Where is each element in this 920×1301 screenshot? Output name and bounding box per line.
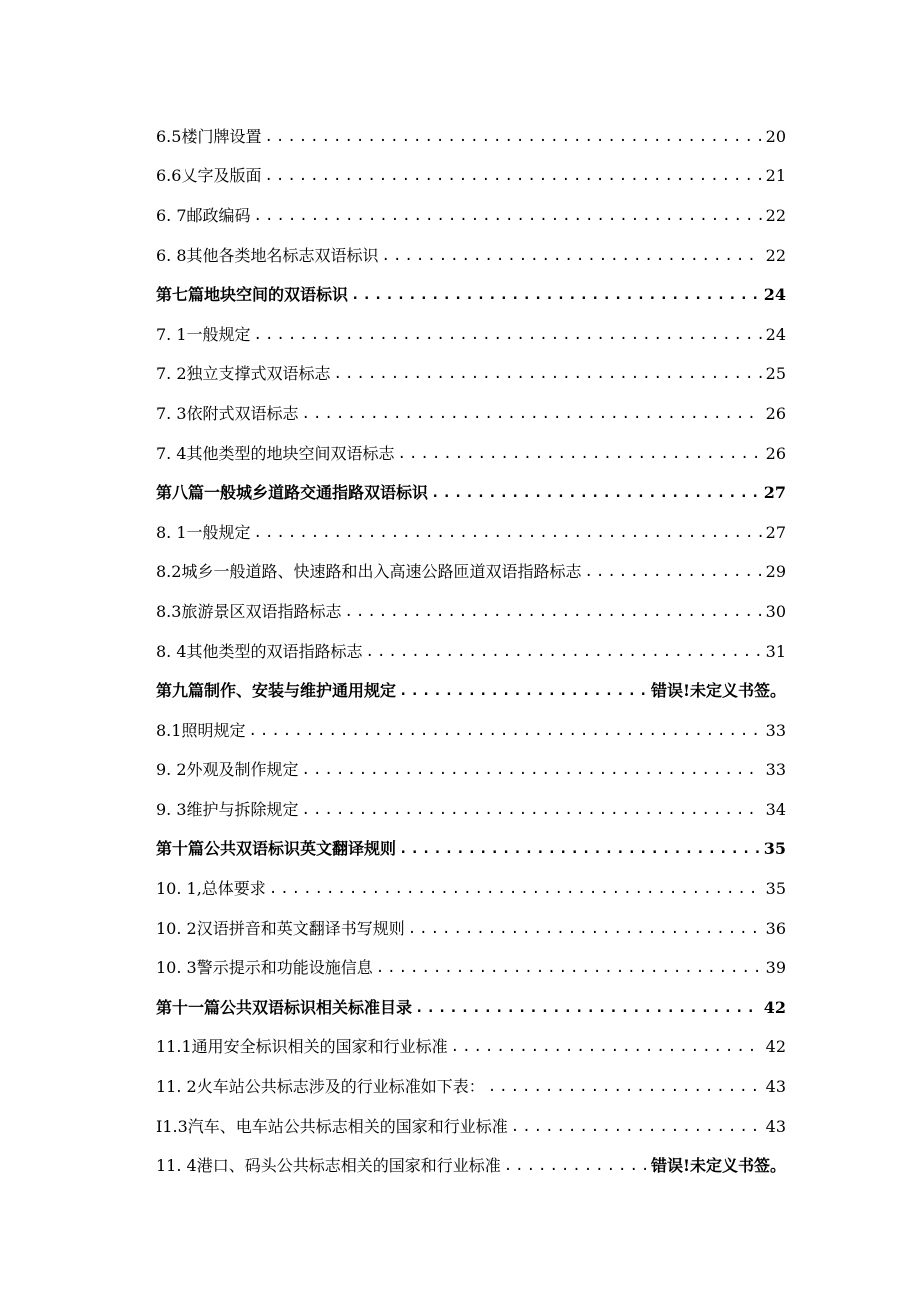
toc-entry-title: 第十篇公共双语标识英文翻译规则 (156, 839, 397, 859)
toc-entry-number: 11. 4 (156, 1156, 197, 1176)
toc-entry-number: 6.5 (156, 126, 182, 146)
toc-section-entry[interactable] (156, 790, 786, 830)
toc-section-entry[interactable] (156, 1107, 786, 1147)
toc-page-number: 25 (765, 364, 786, 384)
dot-leader (504, 1156, 647, 1176)
toc-entry-title: 乂字及版面 (181, 166, 262, 186)
toc-page-number: 24 (765, 324, 786, 344)
toc-section-entry[interactable] (156, 948, 786, 988)
toc-section-entry[interactable] (156, 592, 786, 632)
dot-leader (584, 562, 761, 582)
dot-leader (366, 642, 762, 662)
toc-entry-number: 7. 4 (156, 443, 187, 463)
toc-entry-title: 港口、码头公共标志相关的国家和行业标准 (196, 1156, 501, 1176)
table-of-contents (156, 117, 786, 1186)
toc-page-number: 35 (765, 879, 786, 899)
dot-leader (302, 800, 762, 820)
toc-entry-title: 第十一篇公共双语标识相关标准目录 (156, 997, 413, 1017)
dot-leader (264, 166, 761, 186)
dot-leader (451, 1037, 762, 1057)
toc-entry-title: 一般规定 (186, 324, 251, 344)
toc-section-entry[interactable] (156, 632, 786, 672)
dot-leader (398, 444, 762, 464)
toc-section-entry[interactable] (156, 315, 786, 355)
dot-leader (264, 127, 761, 147)
toc-entry-number: I1.3 (156, 1116, 188, 1136)
toc-entry-title: 总体要求 (201, 879, 266, 899)
toc-entry-title: 通用安全标识相关的国家和行业标准 (191, 1037, 448, 1057)
toc-bookmark-error: 错误!未定义书签。 (650, 681, 786, 701)
toc-section-entry[interactable] (156, 513, 786, 553)
toc-page-number: 24 (763, 285, 786, 305)
toc-entry-title: 警示提示和功能设施信息 (196, 958, 373, 978)
dot-leader (248, 721, 761, 741)
toc-section-entry[interactable] (156, 1028, 786, 1068)
toc-entry-number: 8.2 (156, 562, 182, 582)
toc-entry-number: 6. 7 (156, 205, 187, 225)
toc-page-number: 42 (763, 997, 786, 1017)
toc-part-heading[interactable] (156, 830, 786, 870)
toc-page-number: 39 (765, 958, 786, 978)
dot-leader (382, 246, 762, 266)
toc-page-number: 43 (765, 1116, 786, 1136)
toc-page-number: 31 (765, 641, 786, 661)
toc-entry-number: 11. 2 (156, 1077, 197, 1097)
toc-entry-title: 城乡一般道路、快速路和出入高速公路匝道双语指路标志 (181, 562, 582, 582)
toc-entry-number: 10. 1, (156, 879, 202, 899)
toc-entry-title: 独立支撑式双语标志 (186, 364, 331, 384)
dot-leader (351, 285, 760, 305)
dot-leader (269, 879, 762, 899)
toc-section-entry[interactable] (156, 355, 786, 395)
toc-entry-number: 7. 1 (156, 324, 187, 344)
toc-entry-number: 6. 8 (156, 245, 187, 265)
dot-leader (302, 404, 762, 424)
dot-leader (415, 998, 760, 1018)
toc-page-number: 21 (765, 166, 786, 186)
toc-part-heading[interactable] (156, 671, 786, 711)
toc-page-number: 33 (765, 720, 786, 740)
toc-entry-title: 第八篇一般城乡道路交通指路双语标识 (156, 483, 429, 503)
toc-entry-title: 楼门牌设置 (181, 126, 262, 146)
dot-leader (254, 523, 762, 543)
toc-section-entry[interactable] (156, 434, 786, 474)
toc-entry-title: 照明规定 (181, 720, 246, 740)
toc-entry-number: 8.3 (156, 601, 182, 621)
toc-page-number: 27 (765, 522, 786, 542)
toc-section-entry[interactable] (156, 909, 786, 949)
toc-part-heading[interactable] (156, 988, 786, 1028)
dot-leader (399, 839, 760, 859)
toc-part-heading[interactable] (156, 275, 786, 315)
toc-section-entry[interactable] (156, 1067, 786, 1107)
toc-entry-title: 火车站公共标志涉及的行业标准如下表： (196, 1077, 485, 1097)
dot-leader (254, 206, 762, 226)
toc-entry-number: 8. 1 (156, 522, 187, 542)
toc-entry-title: 邮政编码 (186, 205, 251, 225)
toc-entry-title: 汽车、电车站公共标志相关的国家和行业标准 (187, 1116, 508, 1136)
toc-entry-number: 9. 2 (156, 760, 187, 780)
toc-entry-number: 11.1 (156, 1037, 192, 1057)
toc-entry-number: 7. 3 (156, 403, 187, 423)
dot-leader (344, 602, 761, 622)
toc-entry-number: 8. 4 (156, 641, 187, 661)
toc-section-entry[interactable] (156, 1146, 786, 1186)
toc-entry-number: 6.6 (156, 166, 182, 186)
toc-page-number: 36 (765, 918, 786, 938)
toc-entry-number: 9. 3 (156, 799, 187, 819)
toc-entry-number: 10. 2 (156, 918, 197, 938)
toc-page-number: 20 (765, 126, 786, 146)
toc-entry-title: 旅游景区双语指路标志 (181, 601, 342, 621)
toc-section-entry[interactable] (156, 553, 786, 593)
toc-page-number: 26 (765, 403, 786, 423)
toc-section-entry[interactable] (156, 157, 786, 197)
dot-leader (334, 364, 762, 384)
toc-entry-title: 依附式双语标志 (186, 403, 299, 423)
toc-entry-number: 8.1 (156, 720, 182, 740)
toc-page-number: 27 (763, 483, 786, 503)
toc-page-number: 26 (765, 443, 786, 463)
toc-entry-title: 其他类型的双语指路标志 (186, 641, 363, 661)
dot-leader (254, 325, 762, 345)
dot-leader (511, 1117, 762, 1137)
toc-page-number: 43 (765, 1077, 786, 1097)
toc-entry-title: 第九篇制作、安装与维护通用规定 (156, 681, 397, 701)
dot-leader (408, 919, 762, 939)
toc-section-entry[interactable] (156, 196, 786, 236)
toc-bookmark-error: 错误!未定义书签。 (650, 1156, 786, 1176)
toc-entry-title: 一般规定 (186, 522, 251, 542)
toc-entry-number: 10. 3 (156, 958, 197, 978)
dot-leader (431, 483, 760, 503)
toc-section-entry[interactable] (156, 711, 786, 751)
toc-section-entry[interactable] (156, 236, 786, 276)
dot-leader (399, 681, 647, 701)
toc-section-entry[interactable] (156, 869, 786, 909)
toc-entry-title: 维护与拆除规定 (186, 799, 299, 819)
toc-page-number: 22 (765, 245, 786, 265)
toc-entry-number: 7. 2 (156, 364, 187, 384)
toc-entry-title: 汉语拼音和英文翻译书写规则 (196, 918, 405, 938)
toc-part-heading[interactable] (156, 473, 786, 513)
toc-page-number: 22 (765, 205, 786, 225)
toc-entry-title: 外观及制作规定 (186, 760, 299, 780)
toc-page-number: 35 (763, 839, 786, 859)
toc-entry-title: 第七篇地块空间的双语标识 (156, 285, 349, 305)
toc-entry-title: 其他类型的地块空间双语标志 (186, 443, 395, 463)
dot-leader (376, 958, 762, 978)
toc-section-entry[interactable] (156, 117, 786, 157)
toc-page-number: 34 (765, 799, 786, 819)
toc-page-number: 33 (765, 760, 786, 780)
dot-leader (302, 760, 762, 780)
toc-page-number: 30 (765, 601, 786, 621)
toc-page-number: 42 (765, 1037, 786, 1057)
toc-page-number: 29 (765, 562, 786, 582)
dot-leader (488, 1077, 762, 1097)
toc-section-entry[interactable] (156, 394, 786, 434)
toc-section-entry[interactable] (156, 751, 786, 791)
toc-entry-title: 其他各类地名标志双语标识 (186, 245, 379, 265)
